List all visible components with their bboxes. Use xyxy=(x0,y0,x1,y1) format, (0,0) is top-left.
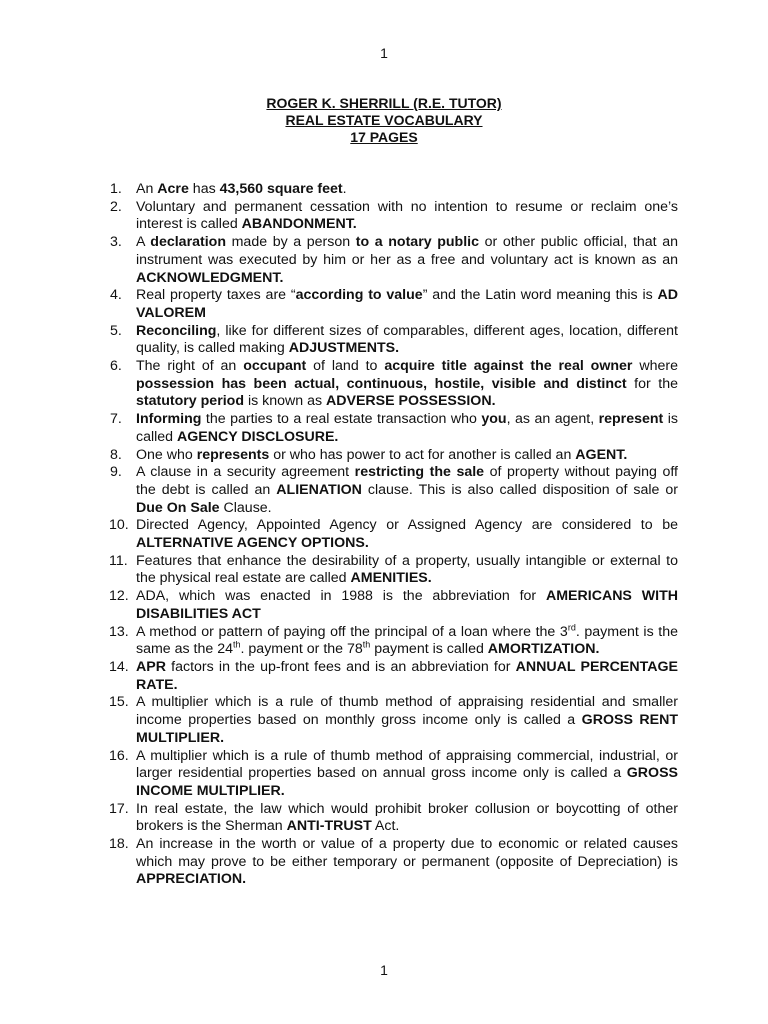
bold-term: GROSS INCOME MULTIPLIER. xyxy=(136,765,678,799)
vocab-item xyxy=(110,659,678,694)
item-text: is called xyxy=(136,411,678,445)
item-text: Real property taxes are “ xyxy=(136,287,296,304)
bold-term: declaration xyxy=(150,234,226,251)
superscript-text: rd xyxy=(567,621,576,632)
bold-term: APR xyxy=(136,658,166,675)
vocab-item xyxy=(110,358,678,411)
bold-term: AMERICANS WITH DISABILITIES ACT xyxy=(136,588,678,622)
item-text: clause. This is also called disposition of sale or xyxy=(361,481,679,498)
item-text: In real estate, the law which would prohibit broker collusion or boycotting of other brokers is the Sherman xyxy=(136,800,678,835)
item-number: 5. xyxy=(110,322,122,339)
item-number: 9. xyxy=(110,464,122,481)
vocab-item xyxy=(110,447,678,465)
vocab-item xyxy=(110,588,678,623)
bold-term: acquire title against the real owner xyxy=(384,358,633,375)
document-title: REAL ESTATE VOCABULARY xyxy=(285,112,483,128)
item-number: 7. xyxy=(110,411,122,428)
bold-term: represents xyxy=(196,446,270,463)
vocab-item xyxy=(110,553,678,588)
item-text: Voluntary and permanent cessation with no intention to resume or reclaim one’s interest is called xyxy=(136,198,678,233)
item-text: factors in the up-front fees and is an abbreviation for xyxy=(165,658,516,675)
vocab-item xyxy=(110,181,678,199)
item-text: . payment is the same as the 24 xyxy=(136,623,678,658)
page-number-top: 1 xyxy=(380,45,388,61)
item-text: A clause in a security agreement xyxy=(136,464,355,481)
item-text: for the xyxy=(626,375,678,392)
vocab-item xyxy=(110,836,678,889)
item-text: The right of an xyxy=(136,358,244,375)
bold-term: APPRECIATION. xyxy=(136,871,247,888)
item-number: 17. xyxy=(109,800,129,817)
vocab-item xyxy=(110,234,678,287)
item-text: , as an agent, xyxy=(506,411,599,428)
item-text: Features that enhance the desirability of a property, usually intangible or external to the physical real estate are called xyxy=(136,552,678,587)
bold-term: Reconciling xyxy=(136,322,217,339)
item-text: ” and the Latin word meaning this is xyxy=(422,287,658,304)
item-number: 2. xyxy=(110,198,122,215)
item-text: of land to xyxy=(306,358,385,375)
item-number: 6. xyxy=(110,358,122,375)
item-number: 13. xyxy=(109,623,129,640)
bold-term: AD VALOREM xyxy=(136,287,679,321)
bold-term: ABANDONMENT. xyxy=(241,216,357,233)
item-text: payment is called xyxy=(370,641,488,658)
item-text: made by a person xyxy=(226,234,356,251)
item-text: A method or pattern of paying off the principal of a loan where the 3 xyxy=(136,623,568,640)
vocab-item xyxy=(110,694,678,747)
bold-term: GROSS RENT MULTIPLIER. xyxy=(136,712,678,746)
bold-term: according to value xyxy=(295,287,423,304)
bold-term: restricting the sale xyxy=(354,464,485,481)
bold-term: Informing xyxy=(136,411,202,428)
bold-term: occupant xyxy=(243,358,307,375)
bold-term: ACKNOWLEDGMENT. xyxy=(136,269,284,286)
page-number-bottom: 1 xyxy=(380,962,388,978)
page-count: 17 PAGES xyxy=(350,129,418,145)
bold-term: Acre xyxy=(157,181,189,197)
author-title: ROGER K. SHERRILL (R.E. TUTOR) xyxy=(266,95,502,111)
item-number: 16. xyxy=(109,747,129,764)
bold-term: ALTERNATIVE AGENCY OPTIONS. xyxy=(136,535,369,552)
item-text: Clause. xyxy=(219,499,272,516)
superscript-text: th xyxy=(362,639,371,650)
bold-term: ADJUSTMENTS. xyxy=(288,340,400,357)
item-text: Directed Agency, Appointed Agency or Assigned Agency are considered to be xyxy=(136,517,678,534)
bold-term: to a notary public xyxy=(355,234,479,251)
vocab-item xyxy=(110,411,678,446)
bold-term: statutory period xyxy=(136,393,244,410)
bold-term: AMENITIES. xyxy=(350,570,432,587)
item-text: or other public official, that an instrument was executed by him or her as a free and voluntary act is known as an xyxy=(136,234,678,268)
vocab-item xyxy=(110,748,678,801)
bold-term: AGENCY DISCLOSURE. xyxy=(177,428,339,445)
item-text: A multiplier which is a rule of thumb method of appraising residential and smaller income properties based on monthly gross income only is called a xyxy=(136,694,678,729)
item-text: , like for different sizes of comparables, different ages, location, different quality, is called making xyxy=(136,322,678,357)
item-number: 3. xyxy=(110,234,122,251)
item-number: 4. xyxy=(110,287,122,304)
item-text: An increase in the worth or value of a property due to economic or related causes which may prove to be either temporary or permanent (opposite of Depreciation) is xyxy=(136,836,678,870)
item-text: One who xyxy=(136,446,197,463)
vocab-item xyxy=(110,199,678,234)
item-text: or who has power to act for another is called an xyxy=(269,446,576,463)
bold-term: ANNUAL PERCENTAGE RATE. xyxy=(136,658,678,693)
bold-term: represent xyxy=(598,411,664,428)
item-number: 11. xyxy=(109,552,128,569)
item-text: A xyxy=(136,234,151,251)
vocabulary-list xyxy=(110,181,678,889)
bold-term: possession has been actual, continuous, hostile, visible and distinct xyxy=(136,375,627,392)
item-text: . xyxy=(342,181,347,197)
bold-term: ALIENATION xyxy=(276,481,362,498)
item-number: 8. xyxy=(110,446,122,463)
item-text: where xyxy=(632,358,678,375)
bold-term: AMORTIZATION. xyxy=(487,641,600,658)
item-number: 15. xyxy=(109,694,129,711)
item-text: is known as xyxy=(244,393,327,410)
vocab-item xyxy=(110,464,678,517)
item-number: 12. xyxy=(109,588,129,605)
vocab-item xyxy=(109,621,678,659)
vocab-item xyxy=(110,801,678,836)
item-text: Act. xyxy=(371,818,400,835)
item-text: the parties to a real estate transaction who xyxy=(201,411,482,428)
item-text: has xyxy=(188,181,220,197)
bold-term: ANTI-TRUST xyxy=(286,818,372,835)
item-number: 18. xyxy=(109,836,129,853)
document-header xyxy=(0,95,768,146)
item-text: An xyxy=(136,181,158,197)
superscript-text: th xyxy=(233,639,241,650)
vocab-item xyxy=(110,287,678,322)
item-text: . payment or the 78 xyxy=(240,641,363,658)
item-text: of property without paying off the debt is called an xyxy=(136,464,678,498)
bold-term: 43,560 square feet xyxy=(219,181,343,197)
item-number: 1. xyxy=(110,181,122,197)
vocab-item xyxy=(110,323,678,358)
bold-term: AGENT. xyxy=(575,446,628,463)
bold-term: Due On Sale xyxy=(136,499,220,516)
item-text: A multiplier which is a rule of thumb method of appraising commercial, industrial, or larger residential properties based on annual gross income only is called a xyxy=(136,747,678,782)
bold-term: you xyxy=(481,411,507,428)
item-number: 14. xyxy=(109,658,129,675)
bold-term: ADVERSE POSSESSION. xyxy=(326,393,496,410)
vocab-item xyxy=(110,517,678,552)
item-number: 10. xyxy=(109,517,129,534)
item-text: ADA, which was enacted in 1988 is the abbreviation for xyxy=(136,588,546,605)
